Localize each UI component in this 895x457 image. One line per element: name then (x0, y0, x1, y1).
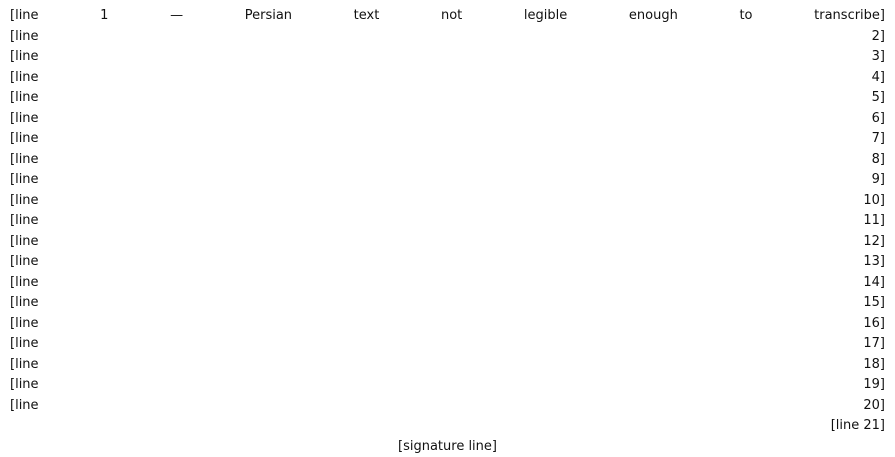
notice-line-14: [line 14] (10, 273, 885, 294)
notice-line-4: [line 4] (10, 68, 885, 89)
notice-line-12: [line 12] (10, 232, 885, 253)
notice-line-11: [line 11] (10, 211, 885, 232)
notice-line-3: [line 3] (10, 47, 885, 68)
notice-line-17: [line 17] (10, 334, 885, 355)
notice-line-13: [line 13] (10, 252, 885, 273)
notice-line-1: [line 1 — Persian text not legible enough to transcribe] (10, 6, 885, 27)
notice-signature: [signature line] (10, 437, 885, 457)
notice-line-10: [line 10] (10, 191, 885, 212)
notice-line-18: [line 18] (10, 355, 885, 376)
notice-line-20: [line 20] (10, 396, 885, 417)
notice-line-8: [line 8] (10, 150, 885, 171)
notice-line-2: [line 2] (10, 27, 885, 48)
notice-line-19: [line 19] (10, 375, 885, 396)
notice-line-16: [line 16] (10, 314, 885, 335)
notice-line-21: [line 21] (10, 416, 885, 437)
notice-line-9: [line 9] (10, 170, 885, 191)
notice-line-6: [line 6] (10, 109, 885, 130)
notice-line-15: [line 15] (10, 293, 885, 314)
notice-line-5: [line 5] (10, 88, 885, 109)
notice-line-7: [line 7] (10, 129, 885, 150)
